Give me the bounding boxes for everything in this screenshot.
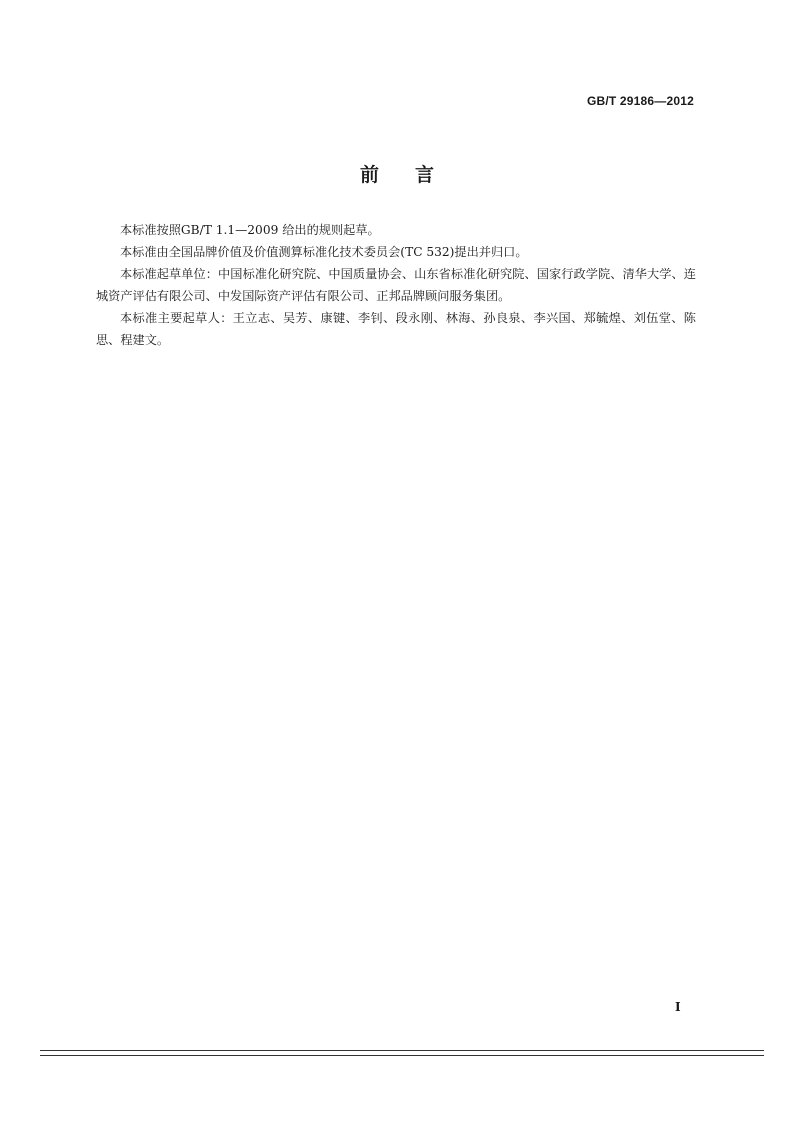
paragraph-proposer: 本标准由全国品牌价值及价值测算标准化技术委员会(TC 532)提出并归口。 [120,245,528,259]
page-title: 前言 [359,164,470,186]
standard-code: GB/T 29186—2012 [586,94,694,108]
paragraph-drafting-organizations: 本标准起草单位：中国标准化研究院、中国质量协会、山东省标准化研究院、国家行政学院、清华大学、连城资产评估有限公司、中发国际资产评估有限公司、正邦品牌顾问服务集团。 [96,267,696,303]
footer-rule-bottom [40,1055,764,1056]
paragraph-drafting-rules: 本标准按照GB/T 1.1—2009 给出的规则起草。 [120,223,380,237]
paragraph-drafters: 本标准主要起草人：王立志、吴芳、康键、李钊、段永刚、林海、孙良泉、李兴国、郑毓煌、刘伍堂、陈思、程建文。 [96,311,696,347]
footer-rule-top [40,1050,764,1051]
page-number: I [675,1000,681,1014]
preface-body [96,219,696,351]
